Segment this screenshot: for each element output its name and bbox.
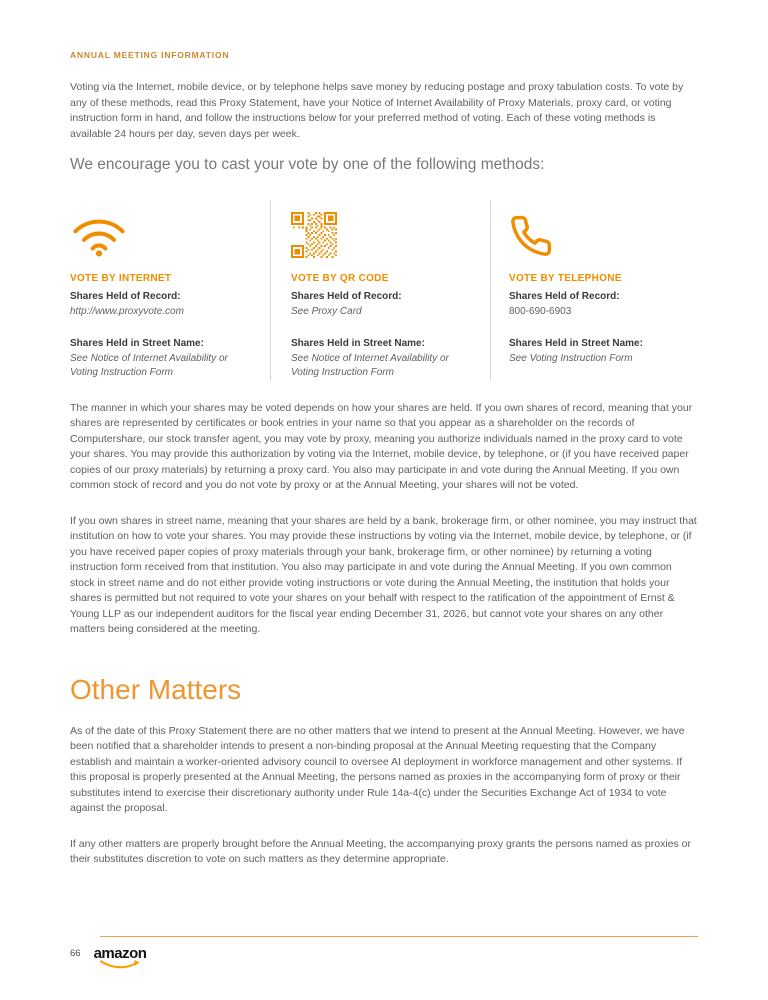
record-value: See Proxy Card xyxy=(291,306,362,317)
wifi-icon-wrap xyxy=(70,200,256,258)
vote-method-internet xyxy=(70,200,270,381)
street-shares-paragraph: If you own shares in street name, meaning that your shares are held by a bank, brokerage firm, or other nominee, you may instruct that institution on how to vote your shares. You may provide these instructions by voting via the Internet, mobile device, by telephone, or (if you have received paper copies of proxy materials through your bank, brokerage firm, or other nominee) by returning a voting instruction form received from that institution. You also may participate in and vote during the Annual Meeting. If you own common stock in street name and do not either provide voting instructions or vote during the Annual Meeting, the institution that holds your shares is permitted but not required to vote your shares on your behalf with respect to the ratification of the appointment of Ernst & Young LLP as our independent auditors for the fiscal year ending December 31, 2026, but cannot vote your shares on any other matters being considered at the meeting. xyxy=(70,514,697,635)
vote-methods-heading: We encourage you to cast your vote by one of the following methods: xyxy=(70,156,545,173)
qr-code-icon-wrap xyxy=(291,200,476,258)
record-label: Shares Held of Record: xyxy=(509,291,620,302)
street-value: See Notice of Internet Availability or Voting Instruction Form xyxy=(291,352,449,378)
qr-code-icon xyxy=(291,212,337,258)
wifi-icon xyxy=(70,210,128,258)
vote-methods-row xyxy=(70,200,698,381)
record-value: 800-690-6903 xyxy=(509,306,572,317)
footer-rule xyxy=(100,936,698,937)
phone-icon-wrap xyxy=(509,200,684,258)
street-label: Shares Held in Street Name: xyxy=(509,337,643,349)
record-shares-paragraph: The manner in which your shares may be voted depends on how your shares are held. If you own shares of record, meaning that your shares are represented by certificates or book entries in your name so that you appear as a shareholder on the records of Computershare, our stock transfer agent, you may vote by proxy, meaning you authorize individuals named in the proxy card to vote your shares. You may provide this authorization by voting via the Internet, mobile device, by telephone, or (if you have received paper copies of our proxy materials) by returning a proxy card. You also may participate in and vote during the Annual Meeting. If you own common stock of record and you do not vote by proxy or at the Annual Meeting, your shares will not be voted. xyxy=(70,401,693,491)
vote-qr-title: VOTE BY QR CODE xyxy=(291,273,389,284)
street-label: Shares Held in Street Name: xyxy=(291,337,425,349)
page-number: 66 xyxy=(70,948,81,959)
page-footer xyxy=(70,936,698,970)
vote-telephone-title: VOTE BY TELEPHONE xyxy=(509,273,622,284)
other-matters-paragraph-1: As of the date of this Proxy Statement there are no other matters that we intend to present at the Annual Meeting. However, we have been notified that a shareholder intends to present a non-binding proposal at the Annual Meeting requesting that the Company establish and maintain a worker-oriented advisory council to oversee AI deployment in workforce management and other systems. If this proposal is properly presented at the Annual Meeting, the persons named as proxies in the accompanying form of proxy or their substitutes intend to exercise their discretionary authority under Rule 14a-4(c) under the Securities Exchange Act of 1934 to vote against the proposal. xyxy=(70,724,685,814)
other-matters-paragraph-2: If any other matters are properly brought before the Annual Meeting, the accompanying proxy grants the persons named as proxies or their substitutes discretion to vote on such matters as they determine appropriate. xyxy=(70,837,692,865)
record-label: Shares Held of Record: xyxy=(70,291,181,302)
intro-paragraph: Voting via the Internet, mobile device, or by telephone helps save money by reducing postage and proxy tabulation costs. To vote by any of these methods, read this Proxy Statement, have your Notice of Internet Availability of Proxy Materials, proxy card, or voting instruction form in hand, and follow the instructions below for your preferred method of voting. Each of these voting methods is available 24 hours per day, seven days per week. xyxy=(70,81,684,140)
amazon-smile-arrow-icon xyxy=(97,959,143,970)
amazon-logo xyxy=(94,946,147,970)
amazon-wordmark: amazon xyxy=(93,945,147,962)
other-matters-heading: Other Matters xyxy=(70,673,242,705)
phone-icon xyxy=(509,214,553,258)
vote-method-telephone xyxy=(490,200,698,381)
street-value: See Voting Instruction Form xyxy=(509,352,633,364)
street-label: Shares Held in Street Name: xyxy=(70,337,204,349)
vote-internet-title: VOTE BY INTERNET xyxy=(70,273,172,284)
record-value: http://www.proxyvote.com xyxy=(70,306,184,317)
street-value: See Notice of Internet Availability or Voting Instruction Form xyxy=(70,352,228,378)
footer-row xyxy=(70,946,698,970)
vote-method-qr-code xyxy=(270,200,490,381)
record-label: Shares Held of Record: xyxy=(291,291,402,302)
section-eyebrow: ANNUAL MEETING INFORMATION xyxy=(70,50,230,60)
